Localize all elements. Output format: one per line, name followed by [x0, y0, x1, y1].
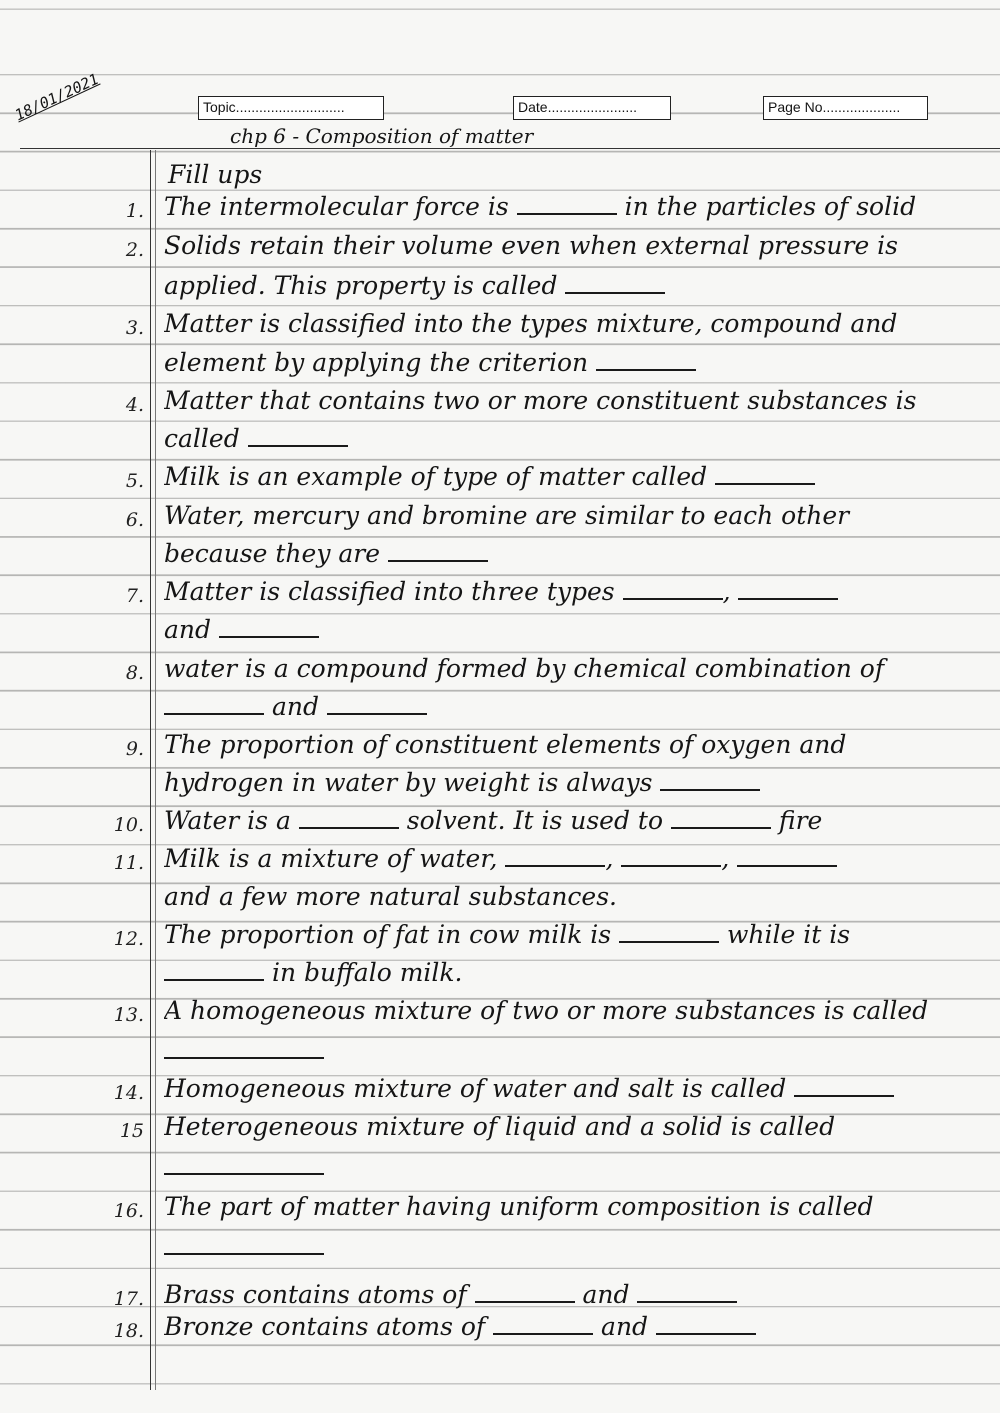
answer-blank — [660, 773, 760, 791]
question-number: 12. — [113, 928, 144, 950]
question-number: 8. — [125, 662, 144, 684]
question-number: 17. — [113, 1288, 144, 1310]
answer-blank — [388, 544, 488, 562]
answer-blank — [565, 276, 665, 294]
question-line: Milk is a mixture of water, , , — [164, 844, 982, 873]
answer-blank — [737, 849, 837, 867]
answer-blank — [505, 849, 605, 867]
answer-blank — [164, 963, 264, 981]
answer-blank — [517, 197, 617, 215]
question-number: 18. — [113, 1320, 144, 1342]
answer-blank — [738, 582, 838, 600]
question-line: The part of matter having uniform composition is called — [164, 1192, 874, 1221]
question-line: Heterogeneous mixture of liquid and a solid is called — [164, 1112, 836, 1141]
handwritten-date: 18/01/2021 — [12, 69, 102, 125]
question-line: Solids retain their volume even when external pressure is — [164, 231, 899, 260]
question-number: 13. — [113, 1004, 144, 1026]
question-number: 3. — [125, 317, 144, 339]
question-line: in buffalo milk. — [164, 958, 982, 987]
question-line: and — [164, 615, 982, 644]
topic-field: Topic............................ — [198, 96, 384, 120]
question-line: Bronze contains atoms of and — [164, 1312, 982, 1341]
answer-blank — [164, 1157, 324, 1175]
question-number: 5. — [125, 470, 144, 492]
question-line — [164, 1152, 982, 1181]
question-line: because they are — [164, 539, 982, 568]
top-rule — [20, 148, 1000, 149]
question-line: Homogeneous mixture of water and salt is called — [164, 1074, 982, 1103]
answer-blank — [248, 429, 348, 447]
question-number: 10. — [113, 814, 144, 836]
question-line: called — [164, 424, 982, 453]
answer-blank — [623, 582, 723, 600]
answer-blank — [164, 697, 264, 715]
answer-blank — [596, 353, 696, 371]
answer-blank — [671, 811, 771, 829]
question-number: 15 — [119, 1120, 144, 1142]
question-line: The proportion of constituent elements of oxygen and — [164, 730, 847, 759]
answer-blank — [164, 1041, 324, 1059]
question-line: Matter is classified into three types , — [164, 577, 982, 606]
question-line: Water, mercury and bromine are similar to each other — [164, 501, 850, 530]
answer-blank — [656, 1317, 756, 1335]
question-number: 2. — [125, 239, 144, 261]
question-number: 16. — [113, 1200, 144, 1222]
question-line — [164, 1036, 982, 1065]
answer-blank — [164, 1237, 324, 1255]
answer-blank — [219, 620, 319, 638]
question-number: 4. — [125, 394, 144, 416]
margin-line-inner — [155, 150, 156, 1390]
question-number: 1. — [125, 200, 144, 222]
answer-blank — [794, 1079, 894, 1097]
question-line: and — [164, 692, 982, 721]
date-field: Date....................... — [513, 96, 671, 120]
question-line: Milk is an example of type of matter called — [164, 462, 982, 491]
answer-blank — [621, 849, 721, 867]
question-line: The intermolecular force is in the particles of solid — [164, 192, 917, 221]
question-line: Matter that contains two or more constituent substances is — [164, 386, 917, 415]
question-line: Brass contains atoms of and — [164, 1280, 982, 1309]
question-number: 9. — [125, 738, 144, 760]
question-line — [164, 1232, 982, 1261]
answer-blank — [493, 1317, 593, 1335]
answer-blank — [327, 697, 427, 715]
question-number: 14. — [113, 1082, 144, 1104]
page-number-field: Page No.................... — [763, 96, 928, 120]
answer-blank — [715, 467, 815, 485]
answer-blank — [637, 1285, 737, 1303]
chapter-title: chp 6 - Composition of matter — [230, 124, 534, 148]
question-line: applied. This property is called — [164, 271, 982, 300]
section-title: Fill ups — [168, 160, 263, 189]
question-line: The proportion of fat in cow milk is while it is — [164, 920, 851, 949]
question-line: Matter is classified into the types mixture, compound and — [164, 309, 898, 338]
answer-blank — [619, 925, 719, 943]
question-line: hydrogen in water by weight is always — [164, 768, 982, 797]
answer-blank — [475, 1285, 575, 1303]
question-number: 6. — [125, 509, 144, 531]
question-line: and a few more natural substances. — [164, 882, 617, 911]
question-number: 7. — [125, 585, 144, 607]
question-line: A homogeneous mixture of two or more substances is called — [164, 996, 929, 1025]
margin-line — [150, 150, 151, 1390]
answer-blank — [299, 811, 399, 829]
question-line: Water is a solvent. It is used to fire — [164, 806, 823, 835]
question-line: water is a compound formed by chemical combination of — [164, 654, 885, 683]
question-line: element by applying the criterion — [164, 348, 982, 377]
question-number: 11. — [113, 852, 144, 874]
